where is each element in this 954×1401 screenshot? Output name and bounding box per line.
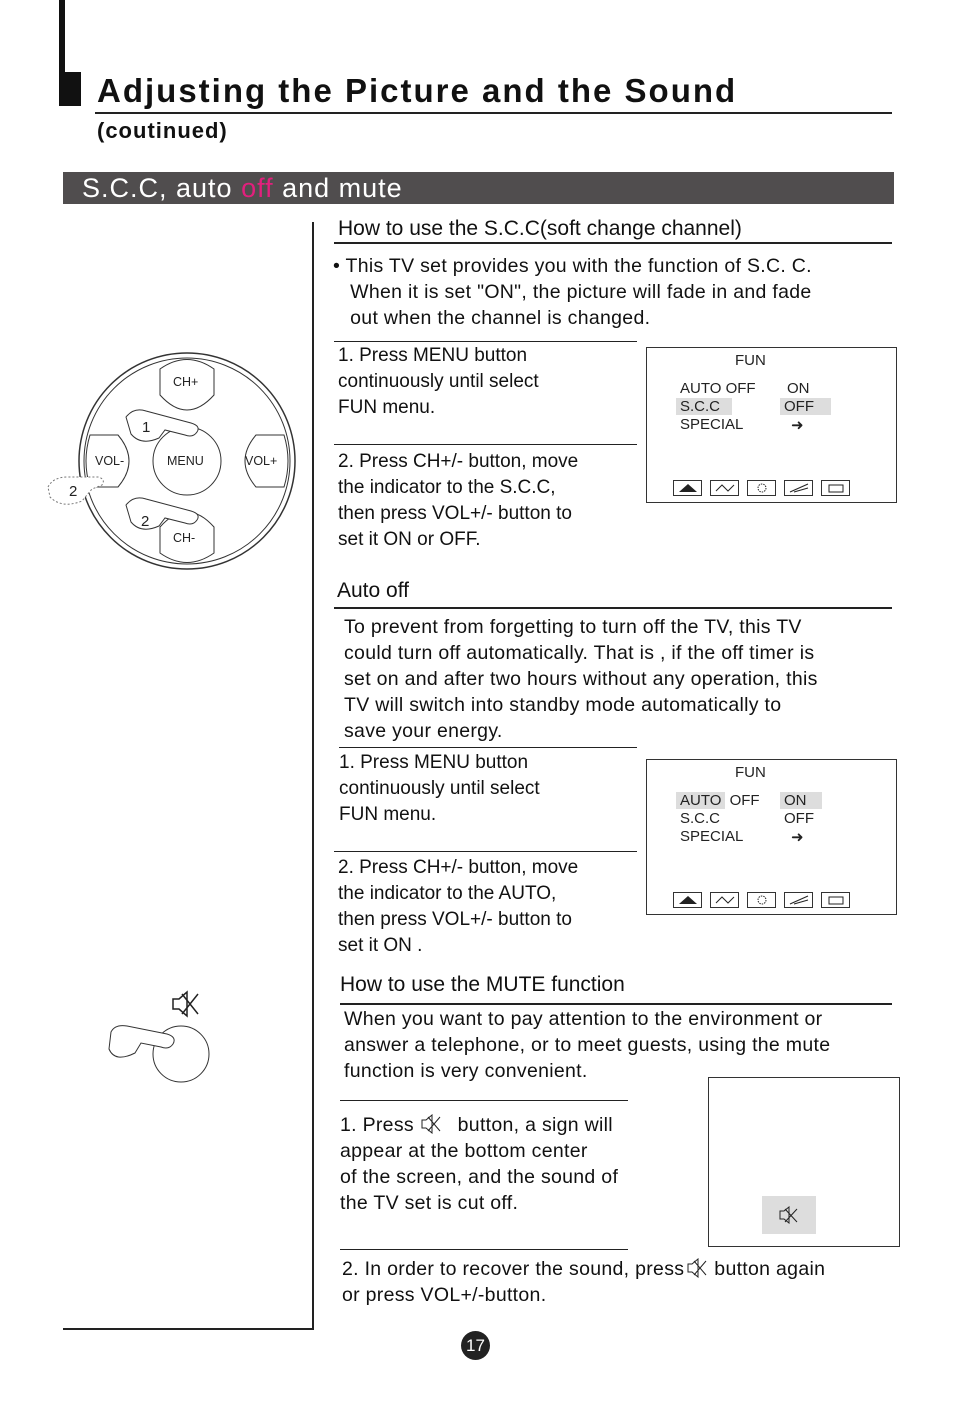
osd-title: FUN <box>735 352 766 369</box>
mute-heading-rule <box>340 1003 892 1005</box>
tv-icon <box>821 892 850 908</box>
picture-icon <box>673 892 702 908</box>
mute-step2: 2. In order to recover the sound, press button again <box>342 1258 826 1280</box>
osd-row-label: SPECIAL <box>680 828 744 845</box>
page-title: Adjusting the Picture and the Sound <box>97 72 738 109</box>
scc-step1-rule <box>334 341 637 342</box>
sound-icon <box>710 892 739 908</box>
osd-row-label: S.C.C <box>680 810 721 827</box>
title-block <box>59 72 81 106</box>
autooff-step2-rule <box>334 851 637 852</box>
mute-step1: 1. Press button, a sign will <box>340 1114 613 1136</box>
bottom-divider <box>63 1328 314 1330</box>
fun-icon <box>784 480 813 496</box>
time-icon <box>747 892 776 908</box>
osd-row-label: AUTO OFF <box>680 380 756 397</box>
autooff-heading-rule <box>334 607 892 609</box>
scc-step1: 1. Press MENU button continuously until select FUN menu. <box>338 345 539 418</box>
osd-row-value-selected: OFF <box>780 398 831 415</box>
ch-minus-button[interactable]: CH- <box>173 531 196 545</box>
osd-menu-icons <box>673 480 850 496</box>
mute-heading: How to use the MUTE function <box>340 973 625 996</box>
mute-step1-cont: appear at the bottom center of the screen, and the sound of the TV set is cut off. <box>340 1140 619 1214</box>
mute-icon <box>170 990 200 1018</box>
page-number: 17 <box>461 1331 490 1360</box>
callout-number: 2 <box>141 513 150 530</box>
sound-icon <box>710 480 739 496</box>
autooff-heading: Auto off <box>337 579 410 602</box>
menu-button[interactable]: MENU <box>167 454 204 468</box>
mute-icon <box>686 1258 712 1278</box>
tv-icon <box>821 480 850 496</box>
vol-plus-button[interactable]: VOL+ <box>245 454 278 468</box>
scc-intro: • This TV set provides you with the function of S.C. C. When it is set "ON", the picture will fade in and fade out when the channel is changed. <box>333 255 812 329</box>
section-header: S.C.C, auto off and mute <box>82 173 403 203</box>
osd-row-value: OFF <box>784 810 814 827</box>
mute-indicator <box>762 1196 816 1234</box>
osd-row-value: ON <box>787 380 810 397</box>
hand-pointer-icon <box>105 1018 215 1086</box>
section-header-highlight: off <box>241 173 274 203</box>
picture-icon <box>673 480 702 496</box>
vol-minus-button[interactable]: VOL- <box>95 454 125 468</box>
autooff-step2: 2. Press CH+/- button, move the indicator to the AUTO, then press VOL+/- button to set it ON . <box>338 857 579 956</box>
mute-step2-cont: or press VOL+/-button. <box>342 1284 547 1306</box>
autooff-step1-rule <box>339 747 637 748</box>
mute-step2-rule <box>340 1249 628 1250</box>
autooff-step1: 1. Press MENU button continuously until select FUN menu. <box>339 752 540 825</box>
scc-osd-screen <box>646 347 897 503</box>
osd-title: FUN <box>735 764 766 781</box>
mute-icon <box>420 1114 450 1134</box>
title-underline <box>95 112 892 114</box>
ch-plus-button[interactable]: CH+ <box>173 375 199 389</box>
mute-osd-screen <box>708 1077 900 1247</box>
arrow-right-icon: ➜ <box>791 829 804 846</box>
autooff-osd-screen <box>646 759 897 915</box>
scc-step2-rule <box>334 444 637 445</box>
osd-row-label-selected: AUTO OFF <box>680 792 760 809</box>
osd-menu-icons <box>673 892 850 908</box>
arrow-right-icon: ➜ <box>791 417 804 434</box>
time-icon <box>747 480 776 496</box>
mute-intro: When you want to pay attention to the environment or answer a telephone, or to meet guests, using the mute function is very convenient. <box>344 1008 831 1082</box>
scc-heading: How to use the S.C.C(soft change channel) <box>338 217 742 240</box>
callout-number: 2 <box>69 483 78 500</box>
osd-row-label: SPECIAL <box>680 416 744 433</box>
autooff-intro: To prevent from forgetting to turn off the TV, this TV could turn off automatically. That is , if the off timer is set on and after two hours without any operation, this TV will switch into standby mode automatically to save your energy. <box>344 616 818 742</box>
page-subtitle: (coutinued) <box>97 118 228 143</box>
vertical-divider <box>312 222 314 1330</box>
mute-step1-rule <box>340 1100 628 1101</box>
osd-row-label-selected: S.C.C <box>676 398 732 415</box>
fun-icon <box>784 892 813 908</box>
scc-step2: 2. Press CH+/- button, move the indicator to the S.C.C, then press VOL+/- button to set it ON or OFF. <box>338 451 579 550</box>
mute-icon <box>778 1206 800 1224</box>
callout-number: 1 <box>142 419 151 436</box>
osd-row-value-selected: ON <box>780 792 822 809</box>
scc-heading-rule <box>334 242 892 244</box>
